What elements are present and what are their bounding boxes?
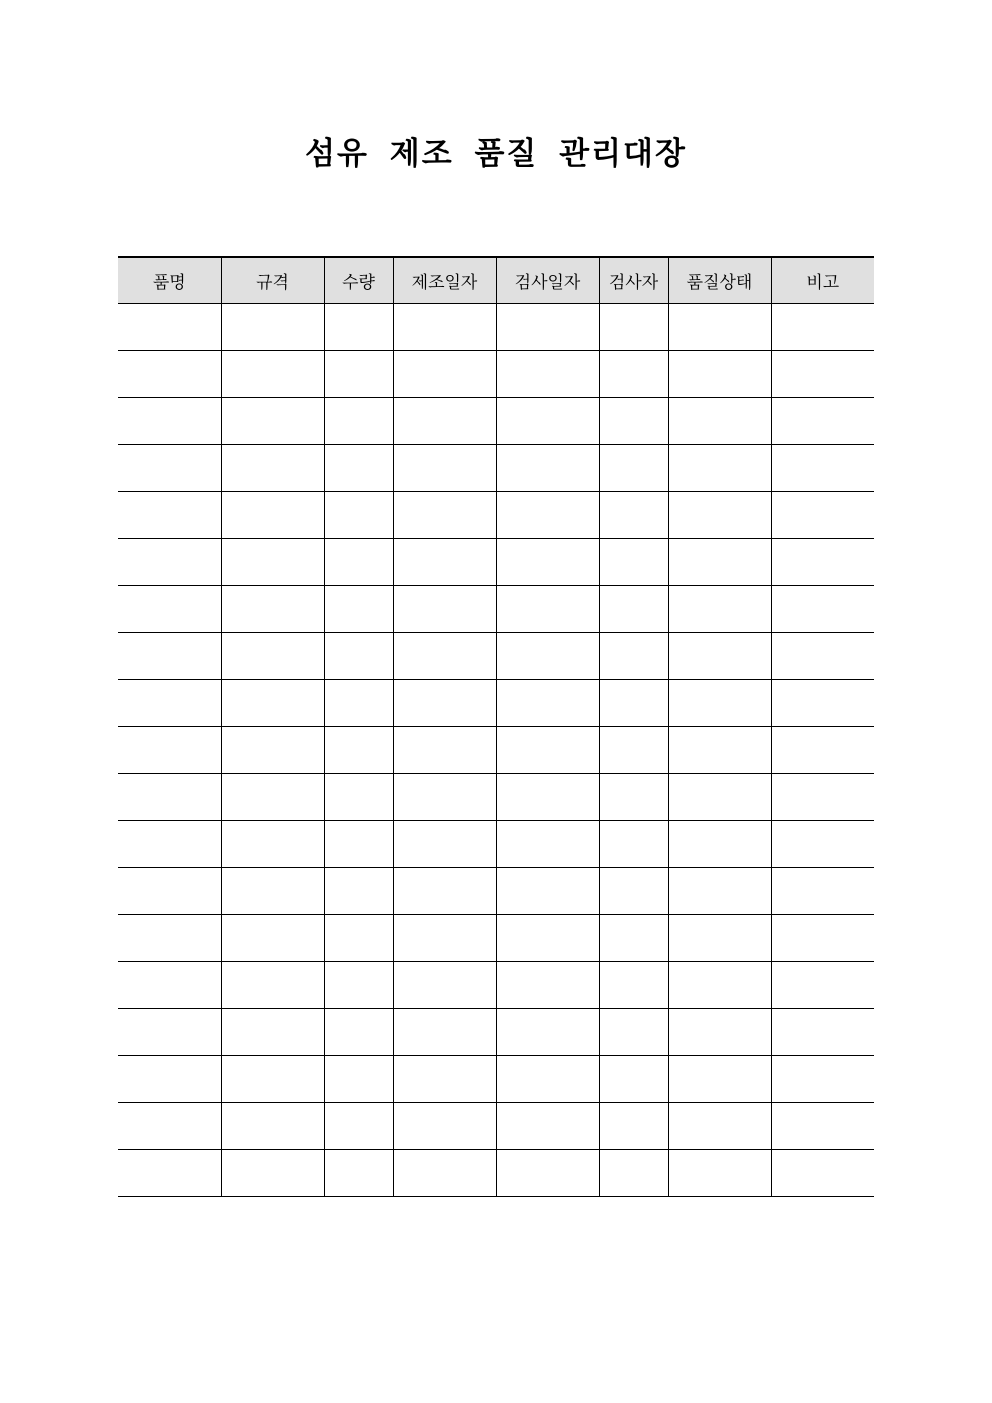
cell-quality-status[interactable] bbox=[668, 868, 771, 915]
cell-product-name[interactable] bbox=[118, 915, 221, 962]
cell-quantity[interactable] bbox=[324, 304, 393, 351]
cell-inspector[interactable] bbox=[599, 680, 668, 727]
cell-quality-status[interactable] bbox=[668, 915, 771, 962]
cell-quality-status[interactable] bbox=[668, 680, 771, 727]
cell-inspector[interactable] bbox=[599, 586, 668, 633]
table-row bbox=[118, 1103, 874, 1150]
cell-product-name[interactable] bbox=[118, 774, 221, 821]
table-row bbox=[118, 868, 874, 915]
cell-remarks[interactable] bbox=[771, 398, 874, 445]
cell-inspection-date[interactable] bbox=[496, 492, 599, 539]
cell-specification[interactable] bbox=[221, 774, 324, 821]
cell-specification[interactable] bbox=[221, 1103, 324, 1150]
quality-ledger-table bbox=[118, 256, 874, 1197]
cell-manufacture-date[interactable] bbox=[393, 539, 496, 586]
cell-inspector[interactable] bbox=[599, 539, 668, 586]
table-row bbox=[118, 633, 874, 680]
header-quality-status: 품질상태 bbox=[668, 257, 771, 304]
cell-product-name[interactable] bbox=[118, 492, 221, 539]
cell-specification[interactable] bbox=[221, 539, 324, 586]
cell-inspector[interactable] bbox=[599, 868, 668, 915]
cell-specification[interactable] bbox=[221, 915, 324, 962]
cell-manufacture-date[interactable] bbox=[393, 1056, 496, 1103]
cell-specification[interactable] bbox=[221, 1056, 324, 1103]
cell-specification[interactable] bbox=[221, 1009, 324, 1056]
table-row bbox=[118, 962, 874, 1009]
table-row bbox=[118, 727, 874, 774]
cell-quantity[interactable] bbox=[324, 915, 393, 962]
cell-quantity[interactable] bbox=[324, 1056, 393, 1103]
page-title: 섬유 제조 품질 관리대장 bbox=[305, 136, 687, 172]
cell-inspector[interactable] bbox=[599, 1009, 668, 1056]
cell-inspector[interactable] bbox=[599, 727, 668, 774]
cell-quality-status[interactable] bbox=[668, 304, 771, 351]
cell-product-name[interactable] bbox=[118, 633, 221, 680]
cell-inspector[interactable] bbox=[599, 1103, 668, 1150]
cell-remarks[interactable] bbox=[771, 1103, 874, 1150]
cell-remarks[interactable] bbox=[771, 774, 874, 821]
cell-manufacture-date[interactable] bbox=[393, 1103, 496, 1150]
cell-specification[interactable] bbox=[221, 1150, 324, 1197]
cell-inspection-date[interactable] bbox=[496, 304, 599, 351]
cell-quantity[interactable] bbox=[324, 351, 393, 398]
cell-remarks[interactable] bbox=[771, 868, 874, 915]
cell-manufacture-date[interactable] bbox=[393, 586, 496, 633]
cell-inspector[interactable] bbox=[599, 633, 668, 680]
table-row bbox=[118, 680, 874, 727]
table-row bbox=[118, 351, 874, 398]
cell-specification[interactable] bbox=[221, 680, 324, 727]
cell-manufacture-date[interactable] bbox=[393, 351, 496, 398]
cell-quality-status[interactable] bbox=[668, 492, 771, 539]
table-body bbox=[118, 304, 874, 1197]
cell-product-name[interactable] bbox=[118, 445, 221, 492]
cell-product-name[interactable] bbox=[118, 398, 221, 445]
cell-quantity[interactable] bbox=[324, 445, 393, 492]
cell-inspection-date[interactable] bbox=[496, 445, 599, 492]
cell-inspection-date[interactable] bbox=[496, 727, 599, 774]
cell-quality-status[interactable] bbox=[668, 727, 771, 774]
cell-product-name[interactable] bbox=[118, 821, 221, 868]
cell-manufacture-date[interactable] bbox=[393, 962, 496, 1009]
cell-quantity[interactable] bbox=[324, 774, 393, 821]
cell-specification[interactable] bbox=[221, 398, 324, 445]
cell-remarks[interactable] bbox=[771, 821, 874, 868]
cell-quality-status[interactable] bbox=[668, 1103, 771, 1150]
table-row bbox=[118, 304, 874, 351]
cell-inspector[interactable] bbox=[599, 821, 668, 868]
header-specification: 규격 bbox=[221, 257, 324, 304]
cell-inspector[interactable] bbox=[599, 398, 668, 445]
cell-remarks[interactable] bbox=[771, 1056, 874, 1103]
cell-inspection-date[interactable] bbox=[496, 915, 599, 962]
cell-inspection-date[interactable] bbox=[496, 774, 599, 821]
cell-remarks[interactable] bbox=[771, 539, 874, 586]
cell-specification[interactable] bbox=[221, 586, 324, 633]
cell-quantity[interactable] bbox=[324, 1150, 393, 1197]
header-remarks: 비고 bbox=[771, 257, 874, 304]
cell-inspection-date[interactable] bbox=[496, 1056, 599, 1103]
cell-product-name[interactable] bbox=[118, 1150, 221, 1197]
cell-remarks[interactable] bbox=[771, 962, 874, 1009]
table-row bbox=[118, 1009, 874, 1056]
cell-inspection-date[interactable] bbox=[496, 398, 599, 445]
cell-remarks[interactable] bbox=[771, 492, 874, 539]
cell-product-name[interactable] bbox=[118, 868, 221, 915]
cell-manufacture-date[interactable] bbox=[393, 1150, 496, 1197]
cell-remarks[interactable] bbox=[771, 586, 874, 633]
cell-product-name[interactable] bbox=[118, 1009, 221, 1056]
table-row bbox=[118, 492, 874, 539]
table-row bbox=[118, 539, 874, 586]
cell-inspector[interactable] bbox=[599, 1150, 668, 1197]
table-row bbox=[118, 1056, 874, 1103]
cell-quantity[interactable] bbox=[324, 868, 393, 915]
cell-quality-status[interactable] bbox=[668, 1150, 771, 1197]
cell-manufacture-date[interactable] bbox=[393, 868, 496, 915]
cell-inspector[interactable] bbox=[599, 304, 668, 351]
cell-manufacture-date[interactable] bbox=[393, 492, 496, 539]
cell-manufacture-date[interactable] bbox=[393, 633, 496, 680]
cell-inspection-date[interactable] bbox=[496, 821, 599, 868]
cell-quality-status[interactable] bbox=[668, 1056, 771, 1103]
cell-specification[interactable] bbox=[221, 962, 324, 1009]
cell-manufacture-date[interactable] bbox=[393, 680, 496, 727]
cell-specification[interactable] bbox=[221, 304, 324, 351]
cell-quality-status[interactable] bbox=[668, 539, 771, 586]
cell-inspection-date[interactable] bbox=[496, 586, 599, 633]
cell-quantity[interactable] bbox=[324, 586, 393, 633]
cell-manufacture-date[interactable] bbox=[393, 727, 496, 774]
table-header-row bbox=[118, 257, 874, 304]
cell-product-name[interactable] bbox=[118, 351, 221, 398]
cell-quality-status[interactable] bbox=[668, 962, 771, 1009]
table-row bbox=[118, 445, 874, 492]
cell-inspector[interactable] bbox=[599, 962, 668, 1009]
cell-product-name[interactable] bbox=[118, 304, 221, 351]
cell-product-name[interactable] bbox=[118, 1056, 221, 1103]
cell-inspector[interactable] bbox=[599, 1056, 668, 1103]
cell-quality-status[interactable] bbox=[668, 1009, 771, 1056]
cell-quantity[interactable] bbox=[324, 680, 393, 727]
cell-inspection-date[interactable] bbox=[496, 1150, 599, 1197]
cell-quantity[interactable] bbox=[324, 962, 393, 1009]
cell-manufacture-date[interactable] bbox=[393, 774, 496, 821]
cell-quality-status[interactable] bbox=[668, 398, 771, 445]
cell-specification[interactable] bbox=[221, 445, 324, 492]
cell-inspection-date[interactable] bbox=[496, 539, 599, 586]
cell-specification[interactable] bbox=[221, 351, 324, 398]
cell-remarks[interactable] bbox=[771, 915, 874, 962]
cell-specification[interactable] bbox=[221, 492, 324, 539]
header-product-name: 품명 bbox=[118, 257, 221, 304]
cell-inspection-date[interactable] bbox=[496, 868, 599, 915]
cell-specification[interactable] bbox=[221, 821, 324, 868]
cell-manufacture-date[interactable] bbox=[393, 398, 496, 445]
cell-quality-status[interactable] bbox=[668, 633, 771, 680]
cell-inspector[interactable] bbox=[599, 351, 668, 398]
cell-remarks[interactable] bbox=[771, 351, 874, 398]
cell-remarks[interactable] bbox=[771, 727, 874, 774]
cell-inspector[interactable] bbox=[599, 445, 668, 492]
cell-quality-status[interactable] bbox=[668, 774, 771, 821]
cell-specification[interactable] bbox=[221, 868, 324, 915]
header-inspection-date: 검사일자 bbox=[496, 257, 599, 304]
cell-remarks[interactable] bbox=[771, 633, 874, 680]
cell-inspector[interactable] bbox=[599, 915, 668, 962]
cell-product-name[interactable] bbox=[118, 1103, 221, 1150]
cell-quality-status[interactable] bbox=[668, 821, 771, 868]
table-row bbox=[118, 398, 874, 445]
cell-inspection-date[interactable] bbox=[496, 962, 599, 1009]
cell-inspection-date[interactable] bbox=[496, 633, 599, 680]
cell-quality-status[interactable] bbox=[668, 351, 771, 398]
cell-manufacture-date[interactable] bbox=[393, 915, 496, 962]
table-row bbox=[118, 1150, 874, 1197]
cell-remarks[interactable] bbox=[771, 304, 874, 351]
cell-quantity[interactable] bbox=[324, 539, 393, 586]
cell-inspection-date[interactable] bbox=[496, 680, 599, 727]
cell-quantity[interactable] bbox=[324, 1103, 393, 1150]
cell-remarks[interactable] bbox=[771, 1009, 874, 1056]
cell-remarks[interactable] bbox=[771, 680, 874, 727]
cell-manufacture-date[interactable] bbox=[393, 1009, 496, 1056]
header-inspector: 검사자 bbox=[599, 257, 668, 304]
cell-product-name[interactable] bbox=[118, 539, 221, 586]
table-row bbox=[118, 821, 874, 868]
cell-inspector[interactable] bbox=[599, 492, 668, 539]
cell-quality-status[interactable] bbox=[668, 586, 771, 633]
cell-product-name[interactable] bbox=[118, 586, 221, 633]
table-row bbox=[118, 774, 874, 821]
table-row bbox=[118, 586, 874, 633]
cell-quantity[interactable] bbox=[324, 633, 393, 680]
cell-quality-status[interactable] bbox=[668, 445, 771, 492]
cell-product-name[interactable] bbox=[118, 727, 221, 774]
cell-quantity[interactable] bbox=[324, 1009, 393, 1056]
cell-quantity[interactable] bbox=[324, 398, 393, 445]
cell-remarks[interactable] bbox=[771, 445, 874, 492]
cell-product-name[interactable] bbox=[118, 680, 221, 727]
cell-inspector[interactable] bbox=[599, 774, 668, 821]
cell-quantity[interactable] bbox=[324, 727, 393, 774]
cell-quantity[interactable] bbox=[324, 821, 393, 868]
cell-remarks[interactable] bbox=[771, 1150, 874, 1197]
header-manufacture-date: 제조일자 bbox=[393, 257, 496, 304]
cell-inspection-date[interactable] bbox=[496, 1103, 599, 1150]
cell-manufacture-date[interactable] bbox=[393, 445, 496, 492]
cell-inspection-date[interactable] bbox=[496, 351, 599, 398]
cell-quantity[interactable] bbox=[324, 492, 393, 539]
cell-specification[interactable] bbox=[221, 727, 324, 774]
cell-manufacture-date[interactable] bbox=[393, 821, 496, 868]
table-row bbox=[118, 915, 874, 962]
header-quantity: 수량 bbox=[324, 257, 393, 304]
cell-manufacture-date[interactable] bbox=[393, 304, 496, 351]
cell-inspection-date[interactable] bbox=[496, 1009, 599, 1056]
cell-specification[interactable] bbox=[221, 633, 324, 680]
cell-product-name[interactable] bbox=[118, 962, 221, 1009]
